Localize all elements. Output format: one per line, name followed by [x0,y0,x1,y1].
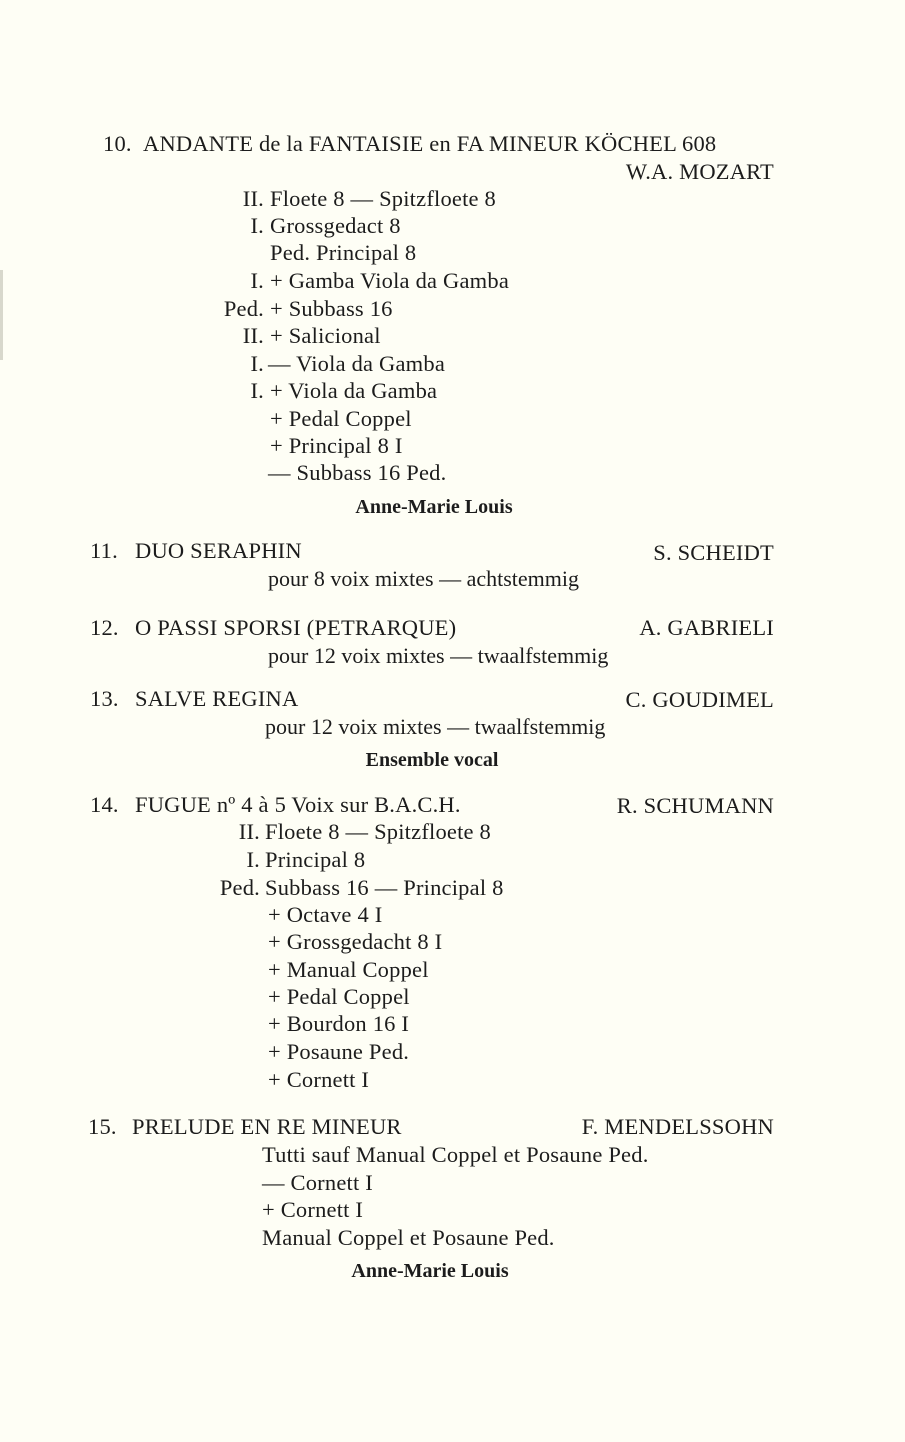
registration-line: + Subbass 16 [270,296,393,321]
piece-title: FUGUE nº 4 à 5 Voix sur B.A.C.H. [135,792,461,817]
piece-composer: S. SCHEIDT [653,540,774,565]
piece-number: 11. [90,538,118,563]
manual-label: I. [250,268,264,293]
piece-composer: C. GOUDIMEL [625,687,774,712]
piece-number: 12. [90,615,119,640]
piece-title: O PASSI SPORSI (PETRARQUE) [135,615,457,640]
registration-line: Subbass 16 — Principal 8 [265,875,504,900]
piece-title: PRELUDE EN RE MINEUR [132,1114,402,1139]
performer-name: Ensemble vocal [365,749,499,771]
manual-label: Ped. [219,875,260,900]
registration-line: Manual Coppel et Posaune Ped. [262,1225,555,1250]
registration-line: — Subbass 16 Ped. [268,460,447,485]
registration-line: Floete 8 — Spitzfloete 8 [265,819,492,844]
registration-line: Ped. Principal 8 [270,240,417,265]
registration-line: + Bourdon 16 I [268,1011,410,1036]
piece-title: ANDANTE de la FANTAISIE en FA MINEUR KÖCHEL 608 [143,131,717,156]
registration-line: + Pedal Coppel [270,406,412,431]
registration-line: + Cornett I [268,1067,370,1092]
registration-line: Grossgedact 8 [270,213,401,238]
voice-note: pour 12 voix mixtes — twaalfstemmig [265,714,606,739]
voice-note: pour 12 voix mixtes — twaalfstemmig [268,643,609,668]
registration-line: + Cornett I [262,1197,364,1222]
piece-number: 15. [88,1114,117,1139]
piece-composer: W.A. MOZART [625,159,774,184]
piece-composer: R. SCHUMANN [616,793,774,818]
manual-label: II. [242,323,264,348]
registration-line: Floete 8 — Spitzfloete 8 [270,186,497,211]
registration-line: + Principal 8 I [270,433,403,458]
registration-line: Tutti sauf Manual Coppel et Posaune Ped. [262,1142,649,1167]
registration-line: — Viola da Gamba [268,351,446,376]
piece-number: 14. [90,792,119,817]
registration-line: + Grossgedacht 8 I [268,929,443,954]
manual-label: I. [250,378,264,403]
piece-title: SALVE REGINA [135,686,299,711]
registration-line: + Pedal Coppel [268,984,410,1009]
registration-line: + Posaune Ped. [268,1039,410,1064]
registration-line: Principal 8 [265,847,366,872]
piece-composer: A. GABRIELI [639,615,774,640]
manual-label: II. [238,819,260,844]
manual-label: Ped. [223,296,264,321]
registration-line: + Salicional [270,323,381,348]
page-edge-mark [0,270,3,360]
manual-label: I. [250,213,264,238]
manual-label: I. [246,847,260,872]
registration-line: + Gamba Viola da Gamba [270,268,510,293]
piece-title: DUO SERAPHIN [135,538,302,563]
registration-line: — Cornett I [262,1170,373,1195]
registration-line: + Octave 4 I [268,902,383,927]
manual-label: II. [242,186,264,211]
piece-composer: F. MENDELSSOHN [581,1114,774,1139]
voice-note: pour 8 voix mixtes — achtstemmig [268,566,580,591]
performer-name: Anne-Marie Louis [355,496,513,518]
registration-line: + Viola da Gamba [270,378,438,403]
piece-number: 10. [103,131,132,156]
manual-label: I. [250,351,264,376]
piece-number: 13. [90,686,119,711]
performer-name: Anne-Marie Louis [351,1260,509,1282]
registration-line: + Manual Coppel [268,957,429,982]
